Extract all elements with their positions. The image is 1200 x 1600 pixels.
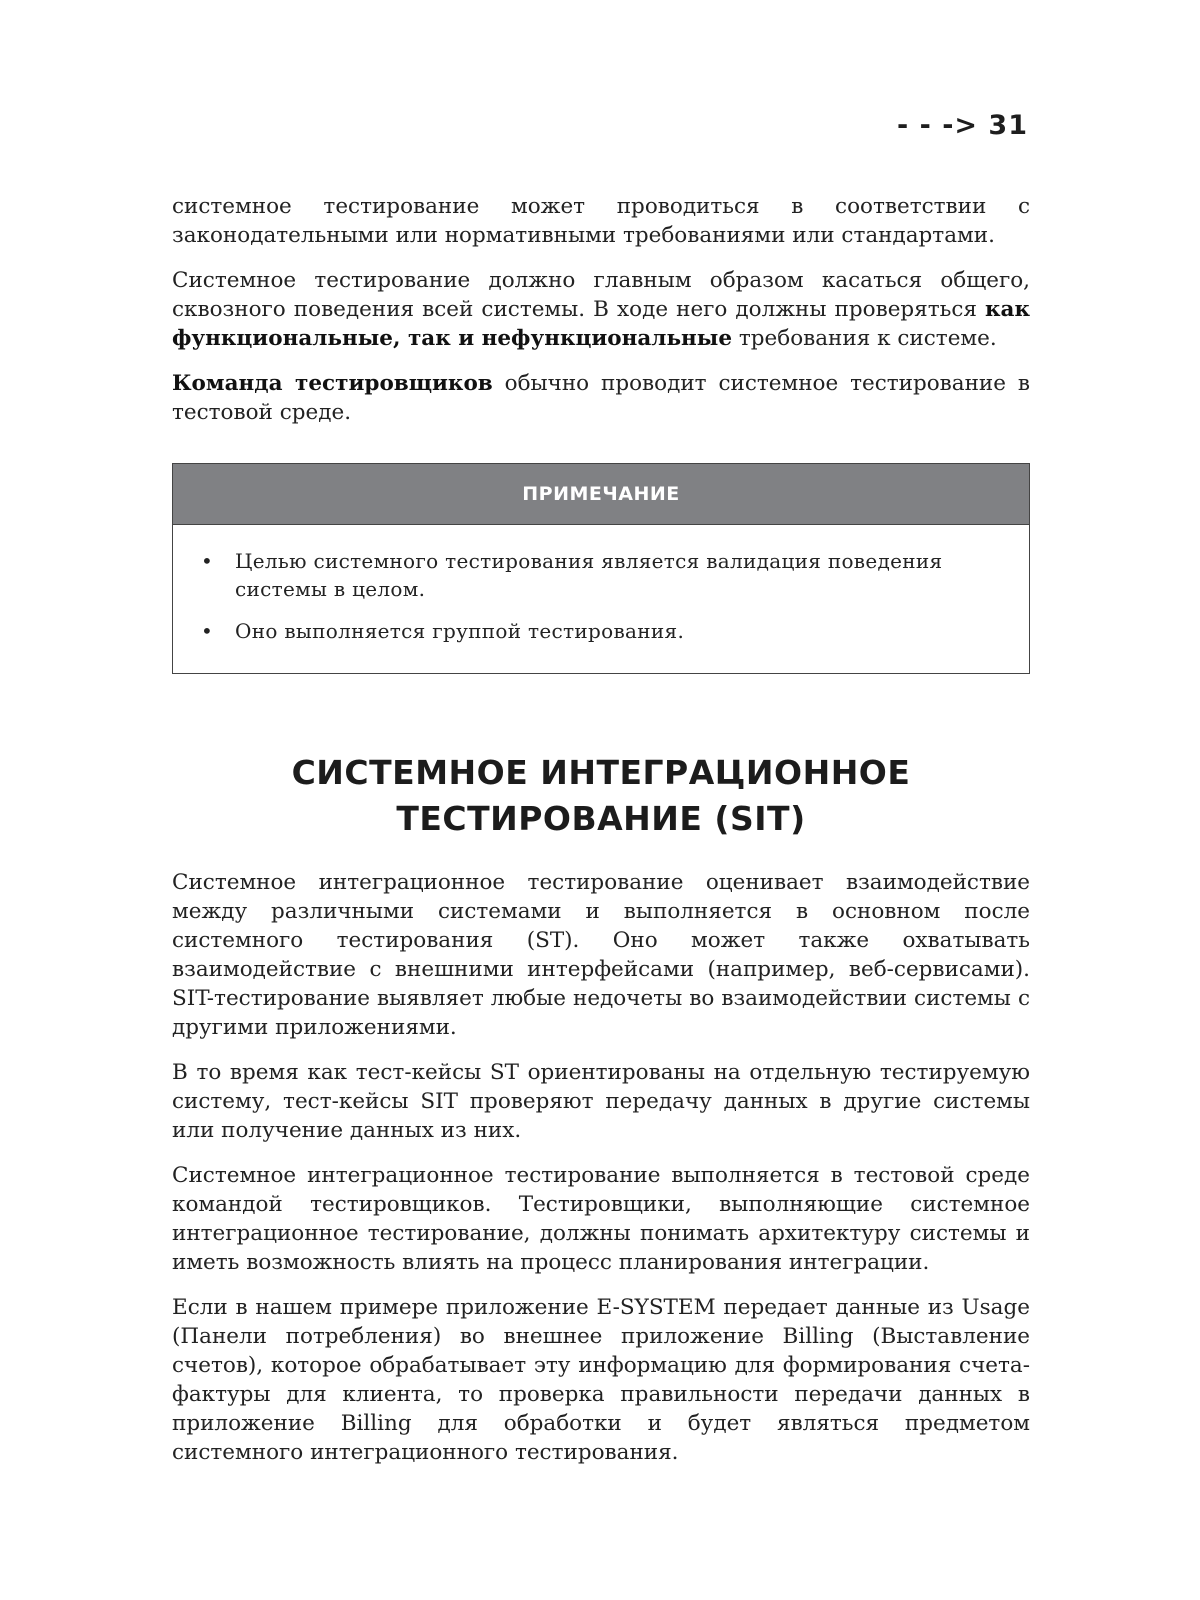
section-heading: СИСТЕМНОЕ ИНТЕГРАЦИОННОЕ ТЕСТИРОВАНИЕ (SIT) bbox=[291, 753, 911, 838]
paragraph-text: Системное тестирование должно главным образом касаться общего, сквозного поведения всей системы. В ходе него должны проверяться bbox=[172, 268, 1030, 322]
paragraph-text: обычно проводит системное тестирование в тестовой среде. bbox=[172, 371, 1030, 425]
note-item-text: Целью системного тестирования является валидация поведения системы в целом. bbox=[235, 549, 943, 601]
paragraph-sit-definition: Системное интеграционное тестирование оценивает взаимодействие между различными системами и выполняется в основном после системного тестирования (ST). Оно может также охватывать взаимодействие с внешними интерфейсами (например, веб-сервисами). SIT-тестирование выявляет любые недочеты во взаимодействии системы с другими приложениями. bbox=[172, 870, 1030, 1040]
bullet-icon: • bbox=[201, 549, 214, 573]
paragraph-testing-team bbox=[172, 369, 1030, 427]
bold-phrase-functional: как функциональные, так и нефункциональные bbox=[172, 297, 1030, 351]
note-item-text: Оно выполняется группой тестирования. bbox=[235, 619, 685, 643]
paragraph-st-vs-sit: В то время как тест-кейсы ST ориентированы на отдельную тестируемую систему, тест-кейсы SIT проверяют передачу данных в другие системы или получение данных из них. bbox=[172, 1060, 1030, 1143]
note-title: ПРИМЕЧАНИЕ bbox=[173, 464, 1029, 525]
note-list bbox=[173, 525, 1029, 673]
note-item bbox=[201, 617, 1003, 645]
paragraph-text: требования к системе. bbox=[732, 326, 997, 351]
paragraph-system-testing-standards: системное тестирование может проводиться в соответствии с законодательными или нормативными требованиями или стандартами. bbox=[172, 194, 1030, 248]
paragraph-system-behavior bbox=[172, 266, 1030, 353]
page-content bbox=[172, 192, 1030, 1483]
note-item bbox=[201, 547, 1003, 603]
paragraph-sit-example: Если в нашем примере приложение E-SYSTEM передает данные из Usage (Панели потребления) во внешнее приложение Billing (Выставление счетов), которое обрабатывает эту информацию для формирования счета-фактуры для клиента, то проверка правильности передачи данных в приложение Billing для обработки и будет являться предметом системного интеграционного тестирования. bbox=[172, 1295, 1030, 1465]
paragraph-sit-environment: Системное интеграционное тестирование выполняется в тестовой среде командой тестировщиков. Тестировщики, выполняющие системное интеграционное тестирование, должны понимать архитектуру системы и иметь возможность влиять на процесс планирования интеграции. bbox=[172, 1163, 1030, 1275]
bold-phrase-testing-team: Команда тестировщиков bbox=[172, 371, 493, 396]
page-number: - - -> 31 bbox=[896, 110, 1028, 141]
bullet-icon: • bbox=[201, 619, 214, 643]
note-box bbox=[172, 463, 1030, 674]
